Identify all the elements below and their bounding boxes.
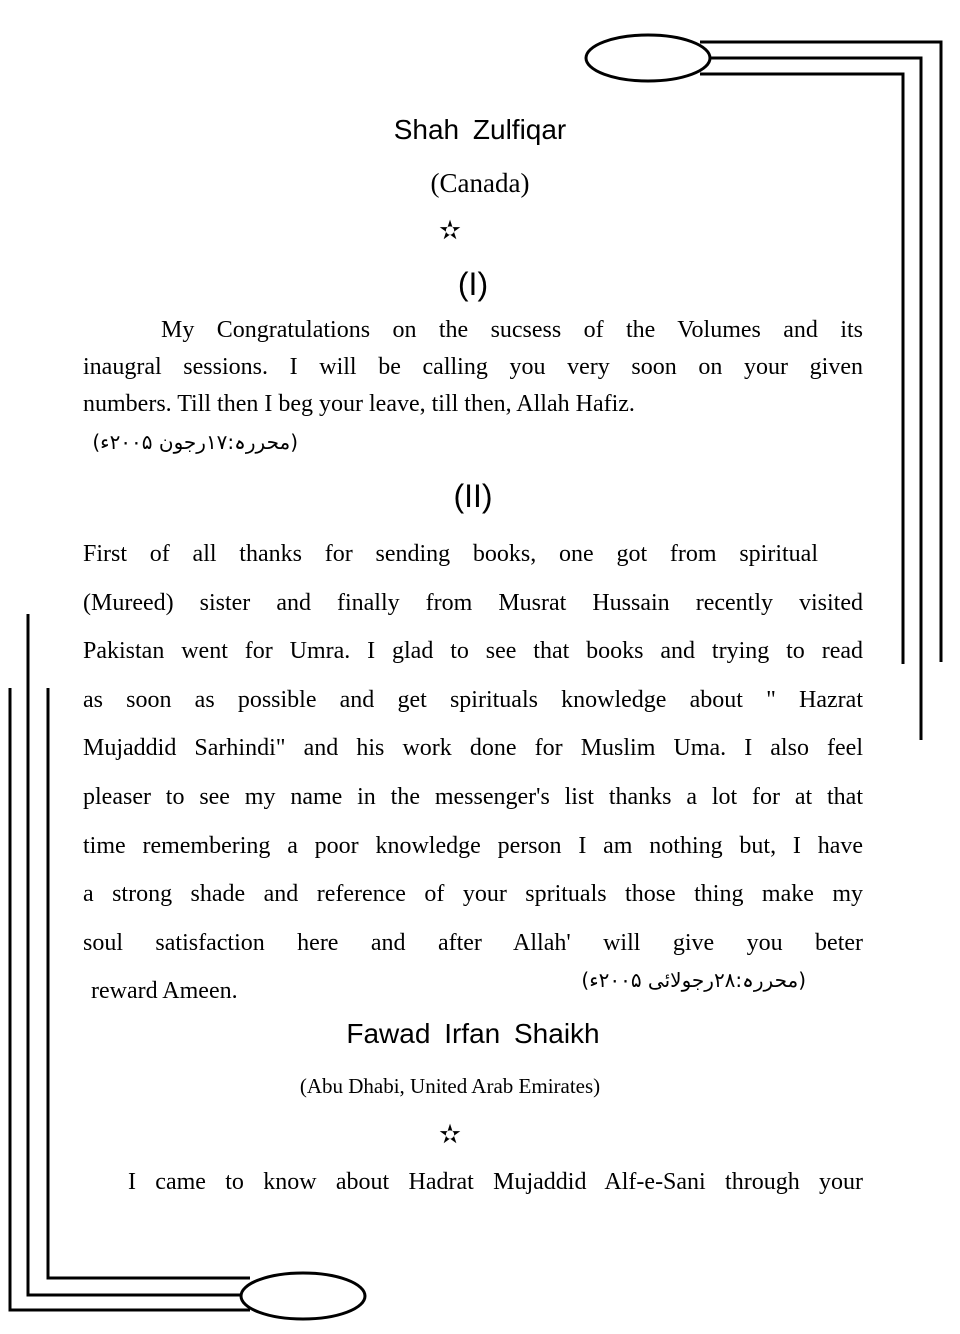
letter-body [83,312,863,423]
text-line: My Congratulations on the sucsess of the Volumes and its [161,317,863,343]
letter-body [83,530,863,1016]
text-line: as soon as possible and get spirituals knowledge about " Hazrat [83,686,863,713]
bottom-oval-ornament [241,1273,365,1319]
letter-body [128,1164,863,1200]
urdu-date: (محررہ:۲۸رجولائی ۲۰۰۵ء) [581,968,806,992]
text-line: inaugral sessions. I will be calling you very soon on your given [83,354,863,380]
text-line: pleaser to see my name in the messenger's list thanks a lot for at that [83,783,863,810]
text-line: a strong shade and reference of your sprituals those thing make my [83,881,863,908]
writer-country: (Abu Dhabi, United Arab Emirates) [299,1074,601,1098]
text-line: I came to know about Hadrat Mujaddid Alf-e-Sani through your [128,1169,863,1195]
text-line: soul satisfaction here and after Allah' will give you beter [83,929,863,956]
text-line: time remembering a poor knowledge person I am nothing but, I have [83,832,863,859]
top-oval-ornament [586,35,710,81]
urdu-date: (محررہ:۱۷رجون ۲۰۰۵ء) [92,430,298,454]
text-line: (Mureed) sister and finally from Musrat Hussain recently visited [83,589,863,616]
writer-country: (Canada) [430,168,530,198]
text-line: Mujaddid Sarhindi" and his work done for Muslim Uma. I also feel [83,735,863,762]
star-icon: ✫ [439,216,461,246]
text-line: First of all thanks for sending books, one got from spiritual [83,541,818,567]
letter-numeral: (I) [457,266,489,302]
writer-name: Shah Zulfiqar [393,114,567,145]
star-icon: ✫ [439,1120,461,1150]
text-line: reward Ameen. [91,978,238,1005]
writer-name: Fawad Irfan Shaikh [346,1018,600,1049]
letter-numeral: (II) [453,478,493,514]
text-line: Pakistan went for Umra. I glad to see that books and trying to read [83,638,863,665]
text-line: numbers. Till then I beg your leave, till then, Allah Hafiz. [83,391,635,417]
